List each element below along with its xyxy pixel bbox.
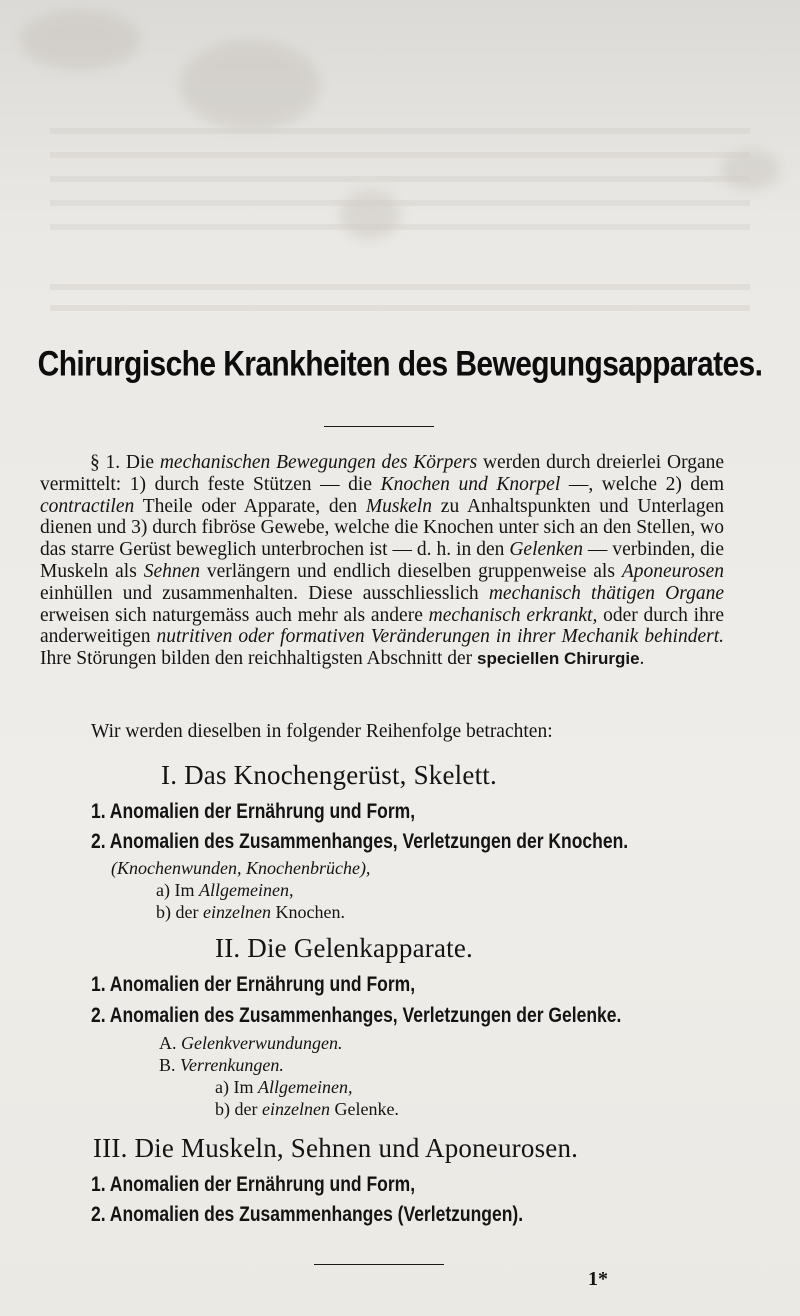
section-2-item-1: 1. Anomalien der Ernährung und Form,	[91, 972, 416, 996]
section-1-item-2: 2. Anomalien des Zusammenhanges, Verletzungen der Knochen.	[91, 829, 629, 853]
sub-prefix: a) Im	[215, 1077, 258, 1097]
text-run: — verbinden, die Muskeln als	[40, 539, 724, 582]
letter-prefix: A.	[159, 1033, 181, 1053]
text-run: erweisen sich naturgemäss auch mehr als andere	[40, 604, 429, 626]
italic-run: Aponeurosen	[621, 560, 724, 582]
sub-italic: einzelnen	[202, 902, 271, 922]
section-2-item-2: 2. Anomalien des Zusammenhanges, Verletzungen der Gelenke.	[91, 1003, 622, 1027]
sub-prefix: b) der	[156, 902, 203, 922]
italic-run: mechanisch erkrankt,	[428, 604, 598, 626]
section-3-item-1: 1. Anomalien der Ernährung und Form,	[91, 1172, 416, 1196]
sub-rest: Knochen.	[270, 902, 345, 922]
sub-italic: Allgemeinen,	[257, 1077, 353, 1097]
italic-run: mechanisch thätigen Organe	[488, 582, 724, 604]
sub-rest: Gelenke.	[329, 1099, 399, 1119]
section-2-letter-a	[159, 1033, 342, 1054]
letter-italic: Gelenkverwundungen.	[181, 1033, 343, 1053]
text-run: .	[639, 648, 645, 670]
section-2-letter-b	[159, 1055, 284, 1076]
section-1-sub-a	[156, 880, 293, 901]
intro-paragraph	[40, 452, 724, 670]
letter-italic: Verrenkungen.	[180, 1055, 284, 1075]
section-2-sub-a	[215, 1077, 352, 1098]
italic-run: Knochen und Knorpel	[380, 473, 561, 495]
section-title-3: III. Die Muskeln, Sehnen und Aponeurosen.	[93, 1133, 579, 1163]
letter-prefix: B.	[159, 1055, 181, 1075]
section-3-item-2: 2. Anomalien des Zusammenhanges (Verletzungen).	[91, 1202, 524, 1226]
text-run: zu Anhaltspunkten und Unterlagen dienen und 3) durch fibröse Gewebe, welche die Knochen unter sich an den Stellen, wo das starre Gerüst beweglich unterbrochen ist — d. h. in den	[40, 495, 724, 561]
section-title-2: II. Die Gelenkapparate.	[215, 933, 473, 963]
section-title-1: I. Das Knochengerüst, Skelett.	[161, 760, 497, 790]
text-run: oder durch ihre anderweitigen	[40, 604, 724, 648]
text-run: Theile oder Apparate, den	[134, 495, 366, 517]
footer-rule	[314, 1264, 444, 1265]
note-text: (Knochenwunden, Knochenbrüche),	[111, 858, 371, 878]
text-run: werden durch dreierlei Organe vermittelt: 1) durch feste Stützen — die	[40, 452, 725, 495]
text-run: einhüllen und zusammenhalten. Diese ausschliesslich	[40, 582, 489, 604]
section-1-item-1: 1. Anomalien der Ernährung und Form,	[91, 799, 416, 823]
signature-mark: 1*	[588, 1268, 608, 1290]
italic-run: contractilen	[40, 495, 135, 517]
italic-run: Gelenken	[509, 539, 583, 561]
text-run: —, welche 2) dem	[560, 473, 724, 495]
sub-prefix: b) der	[215, 1099, 262, 1119]
sub-prefix: a) Im	[156, 880, 199, 900]
italic-run: mechanischen Bewegungen des Körpers	[159, 452, 478, 473]
chapter-heading: Chirurgische Krankheiten des Bewegungsapparates.	[37, 345, 763, 384]
sub-italic: Allgemeinen,	[198, 880, 294, 900]
text-run: Ihre Störungen bilden den reichhaltigsten Abschnitt der	[40, 648, 478, 670]
section-1-note	[111, 858, 370, 879]
text-run: § 1. Die	[90, 452, 160, 473]
italic-run: nutritiven oder formativen Veränderungen in ihrer Mechanik behindert.	[156, 626, 725, 648]
section-2-sub-b	[215, 1099, 399, 1120]
italic-run: Muskeln	[365, 495, 432, 517]
spaced-run: speciellen Chirurgie	[477, 649, 640, 669]
italic-run: Sehnen	[143, 560, 200, 582]
order-intro: Wir werden dieselben in folgender Reihenfolge betrachten:	[91, 721, 553, 742]
heading-rule	[324, 426, 434, 427]
sub-italic: einzelnen	[261, 1099, 330, 1119]
section-1-sub-b	[156, 902, 345, 923]
text-run: verlängern und endlich dieselben gruppenweise als	[200, 560, 622, 582]
